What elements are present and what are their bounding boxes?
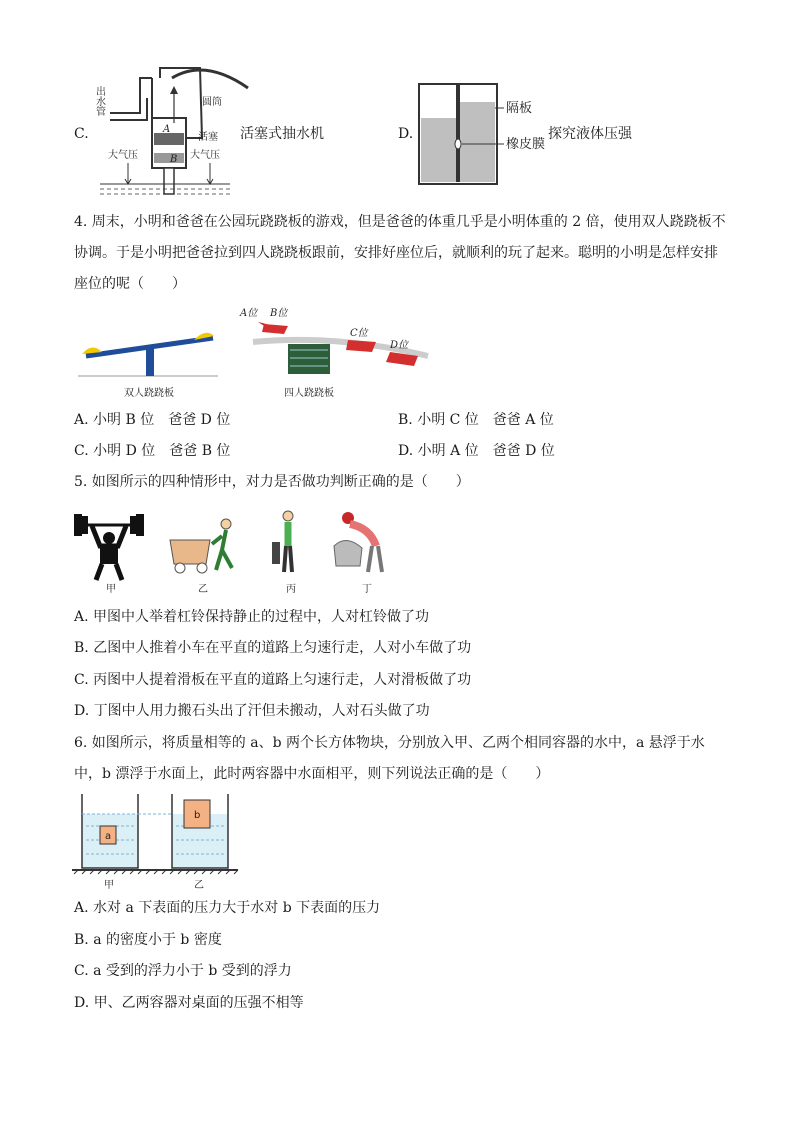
q5-stem: 5. 如图所示的四种情形中，对力是否做功判断正确的是（ ）: [74, 474, 470, 490]
label-yi: 乙: [198, 584, 208, 595]
q4-option-b: B. 小明 C 位 爸爸 A 位: [398, 412, 554, 428]
piston-pump-figure: [90, 58, 250, 198]
work-situations-figure: [70, 506, 410, 598]
liquid-pressure-figure: [418, 82, 558, 186]
partition-label: 隔板: [506, 101, 533, 116]
floating-blocks-figure: [72, 790, 242, 892]
valve-a-label: A: [163, 124, 171, 135]
label-bing: 丙: [286, 584, 296, 595]
atm-left-label: 大气压: [108, 150, 138, 161]
membrane-label: 橡皮膜: [506, 137, 546, 152]
q5-option-b: B. 乙图中人推着小车在平直的道路上匀速行走，人对小车做了功: [74, 640, 472, 656]
q6-option-d: D. 甲、乙两容器对桌面的压强不相等: [74, 995, 304, 1011]
q4-option-a: A. 小明 B 位 爸爸 D 位: [74, 412, 231, 428]
piston-label: 活塞: [198, 132, 218, 143]
valve-b-label: B: [170, 154, 178, 165]
seat-a-label: A位: [240, 308, 258, 319]
atm-right-label: 大气压: [190, 150, 220, 161]
caption-two-person: 双人跷跷板: [124, 388, 174, 399]
seat-c-label: C位: [350, 328, 368, 339]
block-a-label: a: [105, 831, 112, 842]
q4-stem-line2: 协调。于是小明把爸爸拉到四人跷跷板跟前，安排好座位后，就顺利的玩了起来。聪明的小明是怎样安排: [74, 245, 718, 261]
container-yi-label: 乙: [194, 880, 204, 891]
q5-option-c: C. 丙图中人提着滑板在平直的道路上匀速行走，人对滑板做了功: [74, 672, 472, 688]
q6-option-b: B. a 的密度小于 b 密度: [74, 932, 222, 948]
caption-four-person: 四人跷跷板: [284, 388, 334, 399]
cylinder-label: 圆筒: [202, 97, 222, 108]
seat-b-label: B位: [270, 308, 288, 319]
q4-stem-line3: 座位的呢（ ）: [74, 276, 186, 292]
q6-option-c: C. a 受到的浮力小于 b 受到的浮力: [74, 963, 292, 979]
q4-stem-line1: 4. 周末，小明和爸爸在公园玩跷跷板的游戏，但是爸爸的体重几乎是小明体重的 2 倍，使用双人跷跷板不: [74, 214, 726, 230]
container-jia-label: 甲: [104, 880, 114, 891]
block-b-label: b: [194, 810, 201, 821]
q3-option-c-caption: 活塞式抽水机: [240, 126, 324, 142]
q4-option-c: C. 小明 D 位 爸爸 B 位: [74, 443, 231, 459]
q5-option-d: D. 丁图中人用力搬石头出了汗但未搬动，人对石头做了功: [74, 703, 430, 719]
q3-option-d-caption: 探究液体压强: [548, 126, 632, 142]
label-jia: 甲: [106, 584, 116, 595]
outlet-label: 出水管: [93, 86, 105, 116]
q4-option-d: D. 小明 A 位 爸爸 D 位: [398, 443, 555, 459]
q6-option-a: A. 水对 a 下表面的压力大于水对 b 下表面的压力: [74, 900, 381, 916]
q6-stem-line1: 6. 如图所示，将质量相等的 a、b 两个长方体物块，分别放入甲、乙两个相同容器的水中，a 悬浮于水: [74, 735, 705, 751]
label-ding: 丁: [362, 584, 372, 595]
seesaw-figure: [78, 304, 438, 402]
q5-option-a: A. 甲图中人举着杠铃保持静止的过程中，人对杠铃做了功: [74, 609, 430, 625]
q3-option-c-letter: C.: [74, 126, 89, 142]
q6-stem-line2: 中，b 漂浮于水面上，此时两容器中水面相平，则下列说法正确的是（ ）: [74, 766, 550, 782]
q3-option-d-letter: D.: [398, 126, 414, 142]
seat-d-label: D位: [390, 340, 409, 351]
